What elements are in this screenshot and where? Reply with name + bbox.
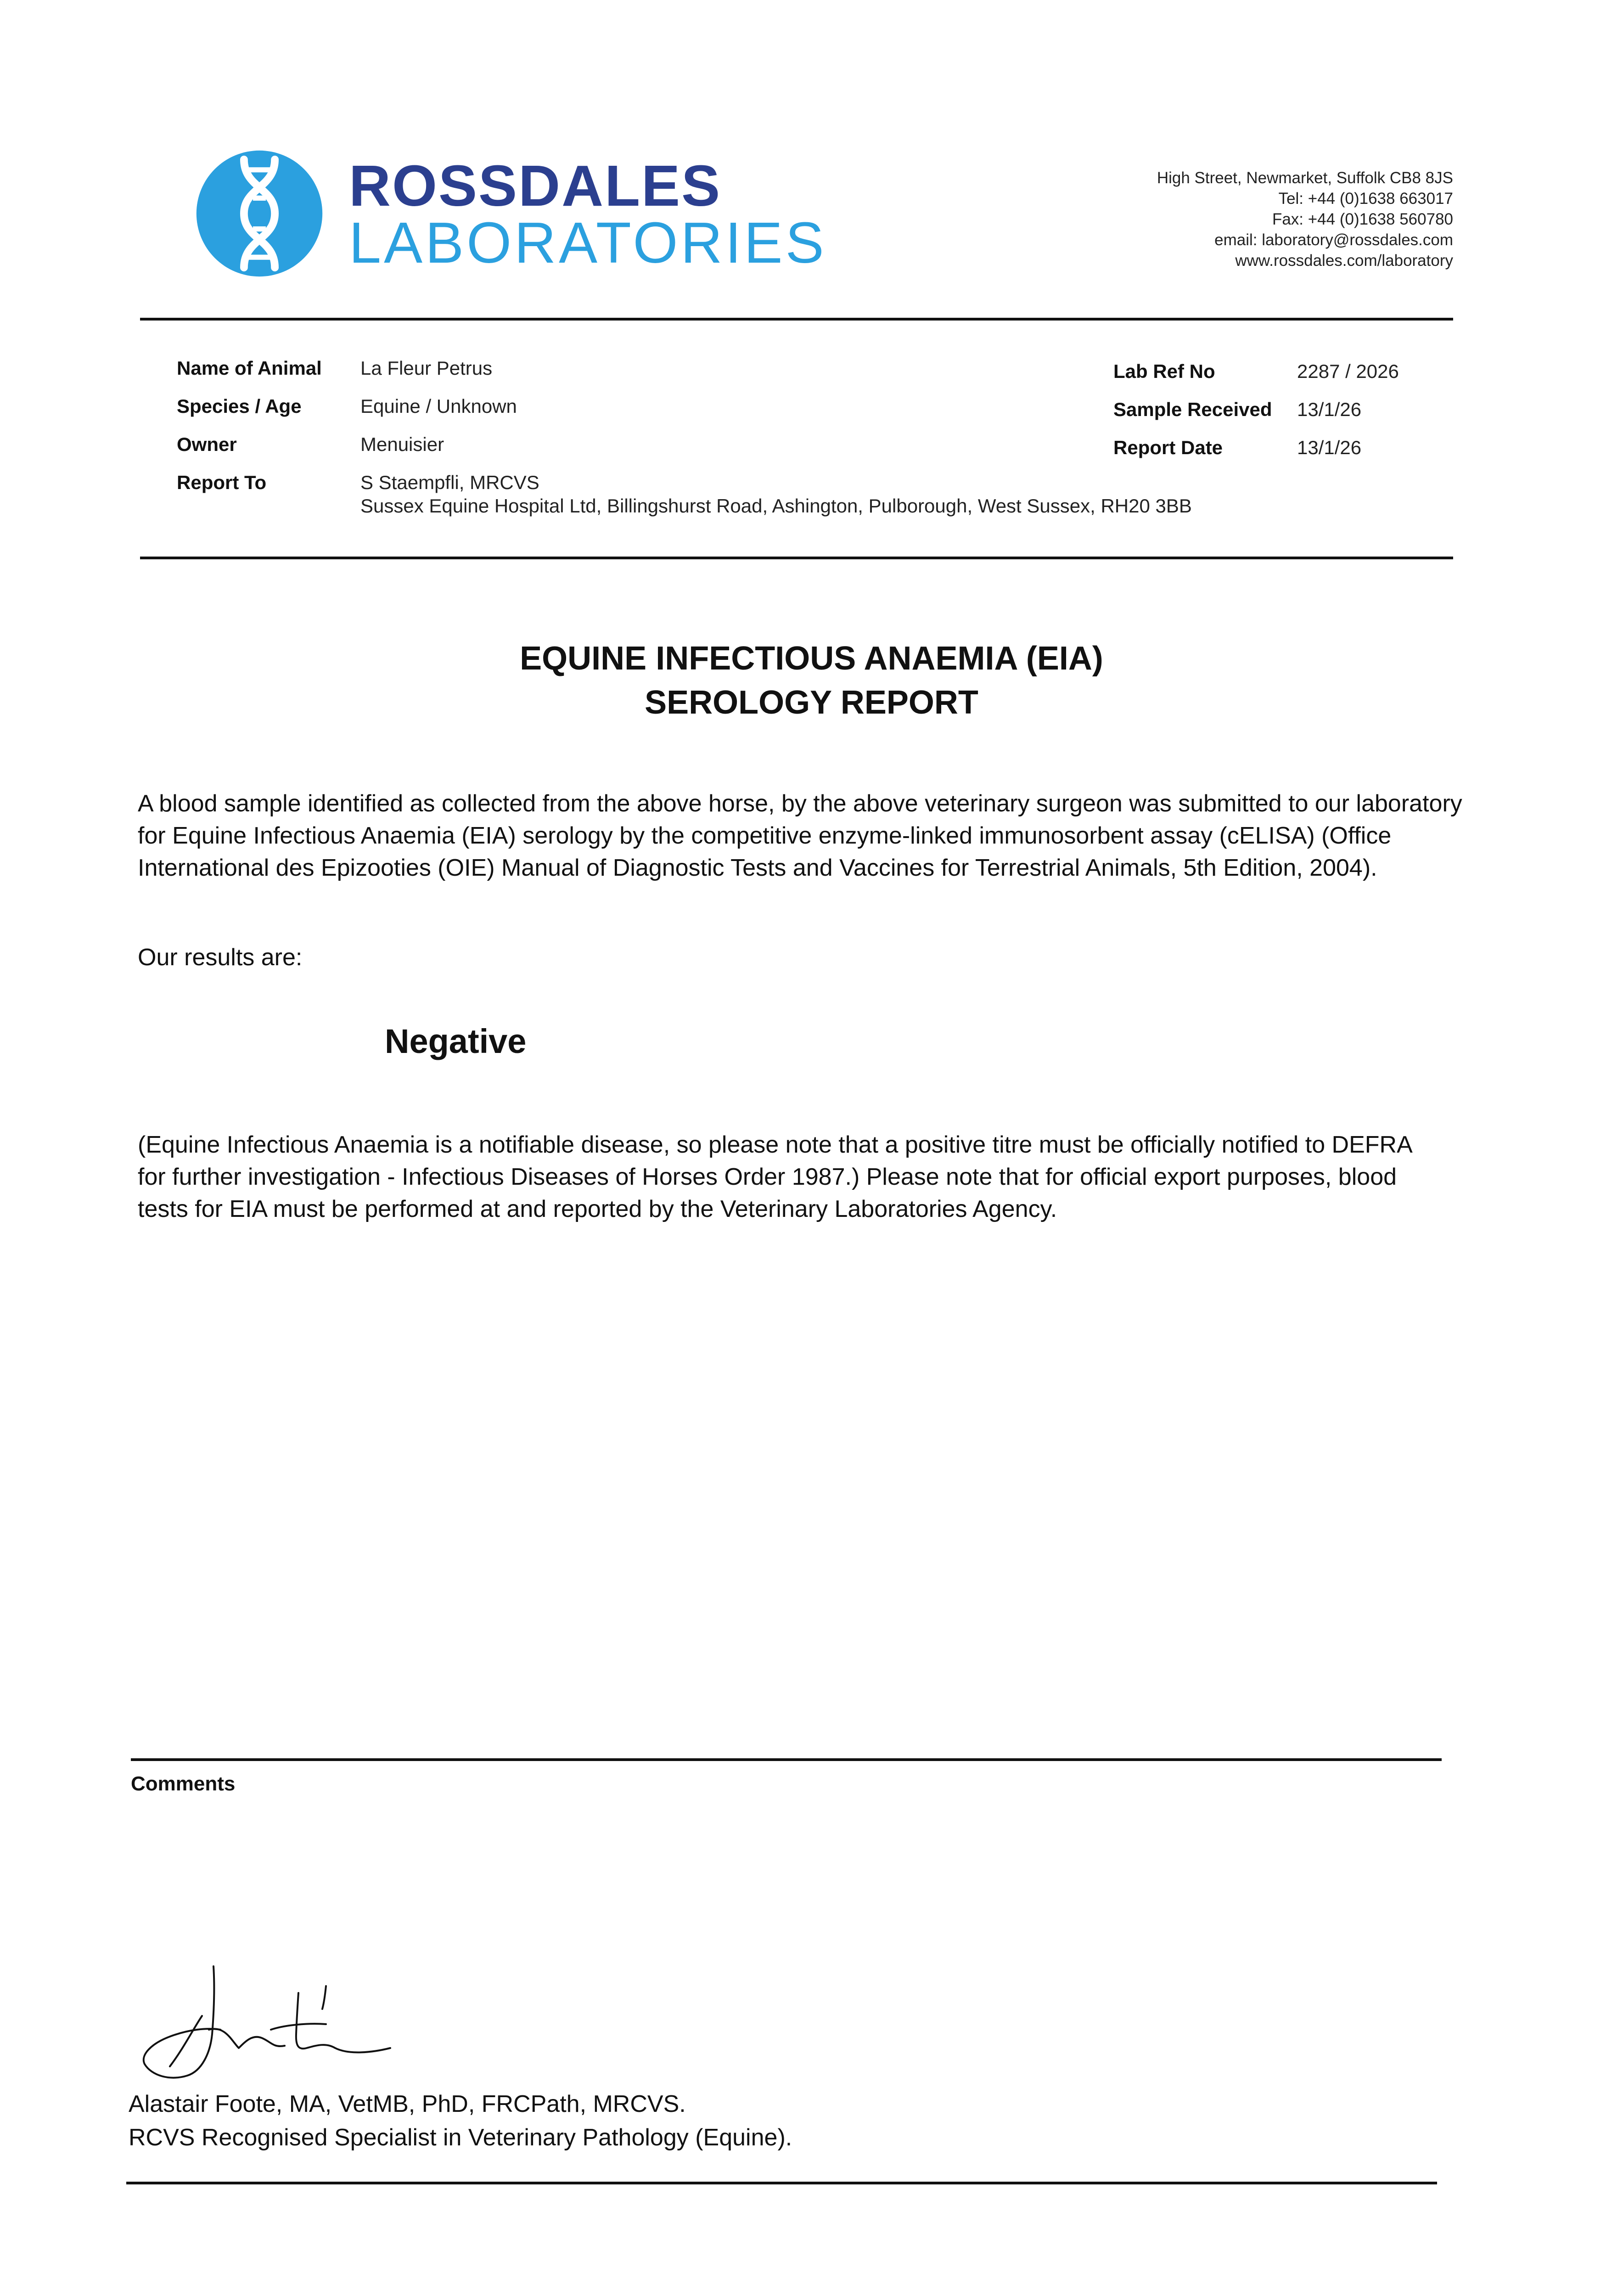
contact-block (1040, 168, 1453, 271)
report-date-label: Report Date (1113, 437, 1223, 458)
report-to-label: Report To (177, 472, 267, 493)
report-title: EQUINE INFECTIOUS ANAEMIA (EIA) (520, 640, 1103, 677)
notifiable-disease-note: (Equine Infectious Anaemia is a notifiable disease, so please note that a positive titre must be officially notified to DEFRA for further investigation - Infectious Diseases of Horses Order 1987.) Please note that for official export purposes, blood tests for EIA must be performed at and reported by the Veterinary Laboratories Agency. (138, 1131, 1411, 1222)
phone-line: Tel: +44 (0)1638 663017 (1278, 190, 1453, 208)
fax-line: Fax: +44 (0)1638 560780 (1272, 210, 1453, 228)
report-to-vet: S Staempfli, MRCVS (360, 472, 539, 493)
report-date-value: 13/1/26 (1297, 437, 1362, 458)
report-subtitle: SEROLOGY REPORT (645, 684, 978, 721)
species-age-value: Equine / Unknown (360, 395, 517, 417)
sample-received-value: 13/1/26 (1297, 399, 1362, 420)
method-paragraph: A blood sample identified as collected from the above horse, by the above veterinary surgeon was submitted to our laboratory for Equine Infectious Anaemia (EIA) serology by the competitive enzyme-linked immunosorbent assay (cELISA) (Office International des Epizooties (OIE) Manual of Diagnostic Tests and Vaccines for Terrestrial Animals, 5th Edition, 2004). (138, 790, 1462, 881)
species-age-label: Species / Age (177, 395, 302, 417)
signer-name: Alastair Foote, MA, VetMB, PhD, FRCPath, MRCVS. (129, 2091, 686, 2117)
animal-name-value: La Fleur Petrus (360, 357, 493, 379)
lab-ref-value: 2287 / 2026 (1297, 360, 1399, 382)
details-divider (140, 557, 1453, 559)
lab-ref-label: Lab Ref No (1113, 360, 1215, 382)
owner-value: Menuisier (360, 433, 444, 455)
signature-image (133, 1961, 473, 2089)
report-to-address: Sussex Equine Hospital Ltd, Billingshurst Road, Ashington, Pulborough, West Sussex, RH20 3BB (360, 495, 1192, 517)
test-result: Negative (385, 1022, 527, 1060)
animal-name-label: Name of Animal (177, 357, 322, 379)
email-line: email: laboratory@rossdales.com (1214, 231, 1453, 249)
results-intro: Our results are: (138, 944, 303, 971)
address-line: High Street, Newmarket, Suffolk CB8 8JS (1157, 169, 1453, 187)
brand-subname: LABORATORIES (349, 210, 827, 275)
comments-label: Comments (131, 1773, 236, 1795)
dna-logo-icon (195, 149, 324, 278)
owner-label: Owner (177, 433, 237, 455)
brand-name: ROSSDALES (349, 153, 722, 218)
comments-divider (131, 1758, 1442, 1761)
website-line: www.rossdales.com/laboratory (1235, 252, 1453, 270)
signer-title: RCVS Recognised Specialist in Veterinary Pathology (Equine). (129, 2124, 792, 2151)
header-divider (140, 318, 1453, 321)
footer-divider (126, 2182, 1437, 2184)
sample-received-label: Sample Received (1113, 399, 1272, 420)
